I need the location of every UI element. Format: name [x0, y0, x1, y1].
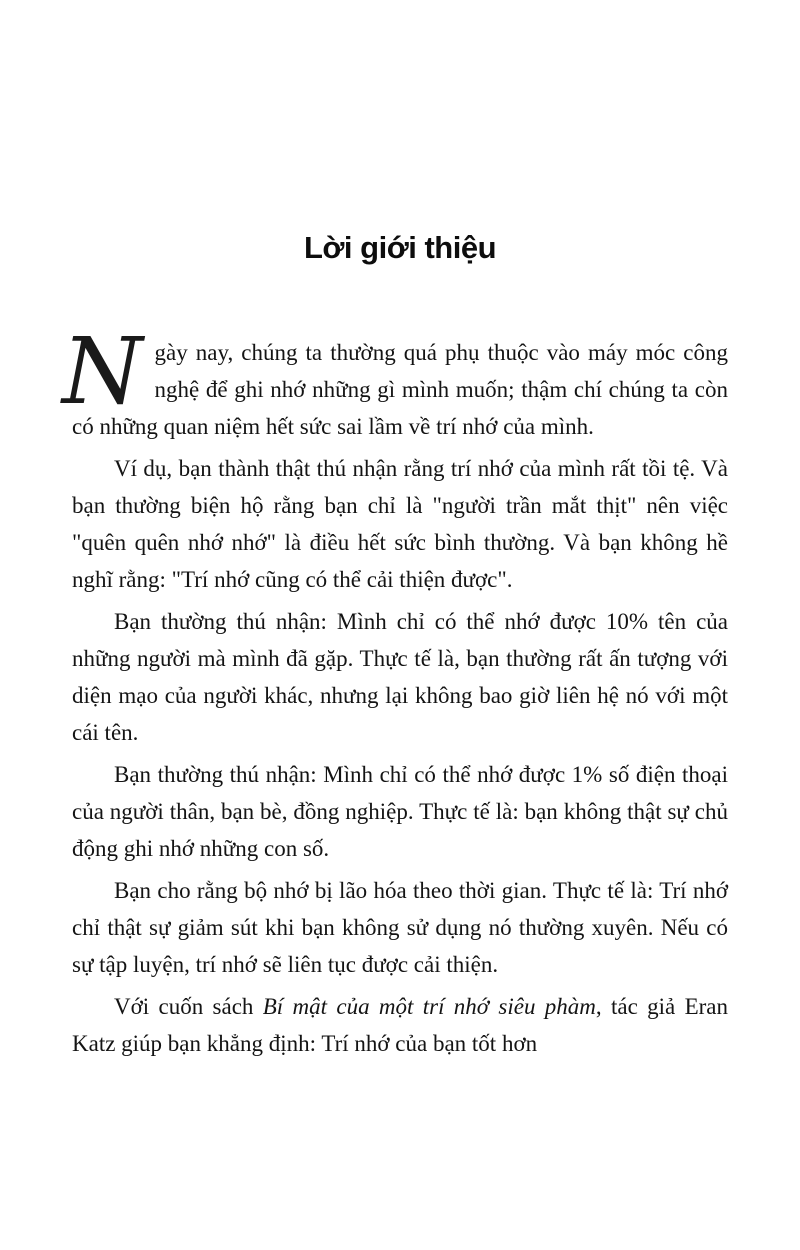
body-text	[62, 318, 728, 1062]
paragraph-example-memory: Ví dụ, bạn thành thật thú nhận rằng trí nhớ của mình rất tồi tệ. Và bạn thường biện hộ rằng bạn chỉ là "người trần mắt thịt" nên việc "quên quên nhớ nhớ" là điều hết sức bình thường. Và bạn không hề nghĩ rằng: "Trí nhớ cũng có thể cải thiện được".	[72, 456, 728, 592]
paragraph-names-10-percent: Bạn thường thú nhận: Mình chỉ có thể nhớ được 10% tên của những người mà mình đã gặp. Thực tế là, bạn thường rất ấn tượng với diện mạo của người khác, nhưng lại không bao giờ liên hệ nó với một cái tên.	[72, 609, 728, 745]
page-title: Lời giới thiệu	[303, 230, 497, 265]
paragraph-intro-text: gày nay, chúng ta thường quá phụ thuộc vào máy móc công nghệ để ghi nhớ những gì mình muốn; thậm chí chúng ta còn có những quan niệm hết sức sai lầm về trí nhớ của mình.	[72, 340, 728, 439]
paragraph-book-reference-tail: , tác giả Eran Katz giúp bạn khẳng định: Trí nhớ của bạn tốt hơn	[72, 994, 728, 1056]
paragraph-phone-numbers-1-percent: Bạn thường thú nhận: Mình chỉ có thể nhớ được 1% số điện thoại của người thân, bạn bè, đồng nghiệp. Thực tế là: bạn không thật sự chủ động ghi nhớ những con số.	[72, 762, 728, 861]
paragraph-book-reference-lead: Với cuốn sách	[114, 994, 263, 1019]
paragraph-intro	[62, 318, 728, 445]
book-title: Bí mật của một trí nhớ siêu phàm	[262, 994, 596, 1019]
paragraph-book-reference	[72, 988, 728, 1062]
drop-cap-letter: N	[62, 318, 143, 425]
paragraph-memory-aging: Bạn cho rằng bộ nhớ bị lão hóa theo thời gian. Thực tế là: Trí nhớ chỉ thật sự giảm sút khi bạn không sử dụng nó thường xuyên. Nếu có sự tập luyện, trí nhớ sẽ liên tục được cải thiện.	[72, 878, 728, 977]
